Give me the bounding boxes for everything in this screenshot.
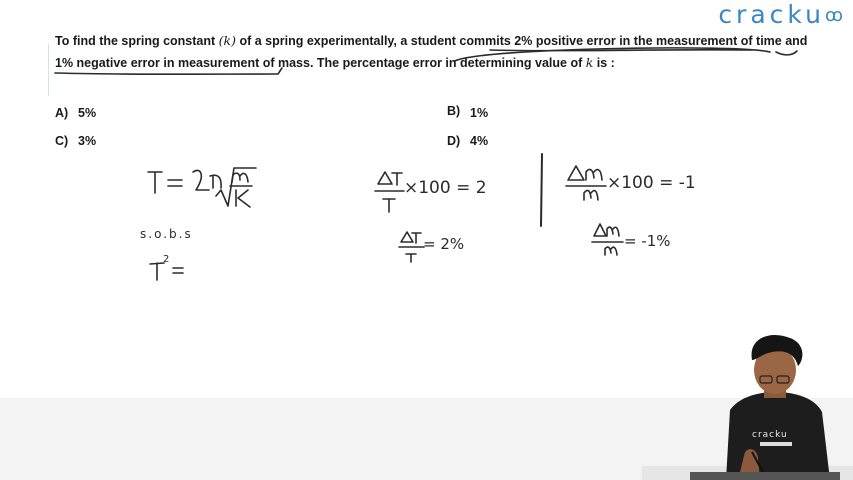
option-a[interactable]: A) 5%	[55, 106, 97, 120]
option-b[interactable]: B) 1%	[447, 104, 489, 120]
option-c[interactable]: C) 3%	[55, 134, 97, 148]
note-sobs: s.o.b.s	[140, 227, 193, 241]
svg-text:×100 = -1: ×100 = -1	[607, 173, 696, 193]
cracku-logo: crackuoo	[718, 0, 839, 29]
svg-text:= 2%: = 2%	[423, 235, 465, 253]
option-d[interactable]: D) 4%	[447, 134, 489, 148]
svg-text:×100 = 2: ×100 = 2	[404, 178, 487, 198]
question-text: To find the spring constant (k) of a spring experimentally, a student commits 2% positive error in the measurement of time and 1% negative error in measurement of mass. The percentage error in determining value of k is :	[55, 33, 808, 70]
svg-text:2: 2	[163, 254, 170, 265]
svg-text:cracku: cracku	[752, 430, 788, 440]
svg-text:= -1%: = -1%	[624, 232, 671, 250]
